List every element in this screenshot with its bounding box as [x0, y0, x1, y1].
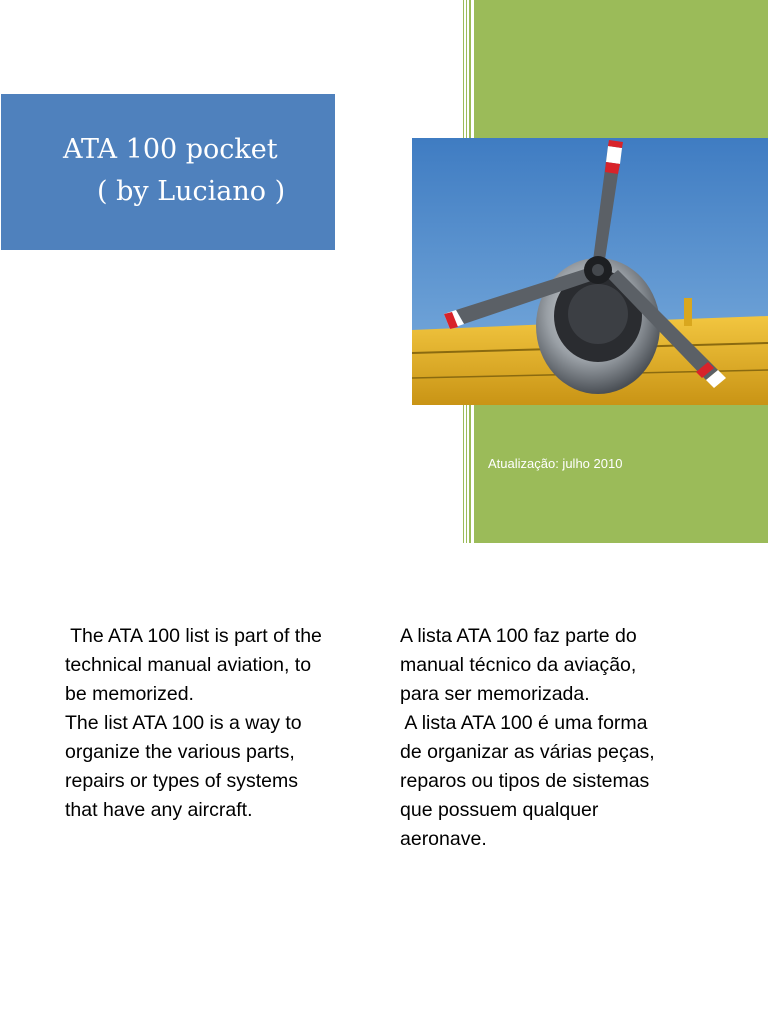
text-line: be memorized. [65, 683, 194, 705]
text-line: manual técnico da aviação, [400, 654, 637, 676]
text-line: organize the various parts, [65, 741, 295, 763]
propeller-photo [412, 138, 768, 405]
title-box [1, 94, 335, 250]
text-line: A lista ATA 100 faz parte do [400, 625, 637, 647]
text-line: repairs or types of systems [65, 770, 298, 792]
text-line: aeronave. [400, 828, 487, 850]
text-line: para ser memorizada. [400, 683, 590, 705]
update-date-text: Atualização: julho 2010 [488, 456, 623, 471]
text-line: technical manual aviation, to [65, 654, 312, 676]
portuguese-description [400, 622, 720, 854]
text-line: de organizar as várias peças, [400, 741, 655, 763]
text-line: que possuem qualquer [400, 799, 599, 821]
text-line: A lista ATA 100 é uma forma [400, 712, 648, 734]
title-line-2: ( by Luciano ) [97, 176, 286, 207]
english-description [65, 622, 375, 825]
title-line-1: ATA 100 pocket [63, 134, 278, 165]
text-line: reparos ou tipos de sistemas [400, 770, 650, 792]
text-line: that have any aircraft. [65, 799, 253, 821]
text-line: The ATA 100 list is part of the [65, 625, 322, 647]
text-line: The list ATA 100 is a way to [65, 712, 302, 734]
